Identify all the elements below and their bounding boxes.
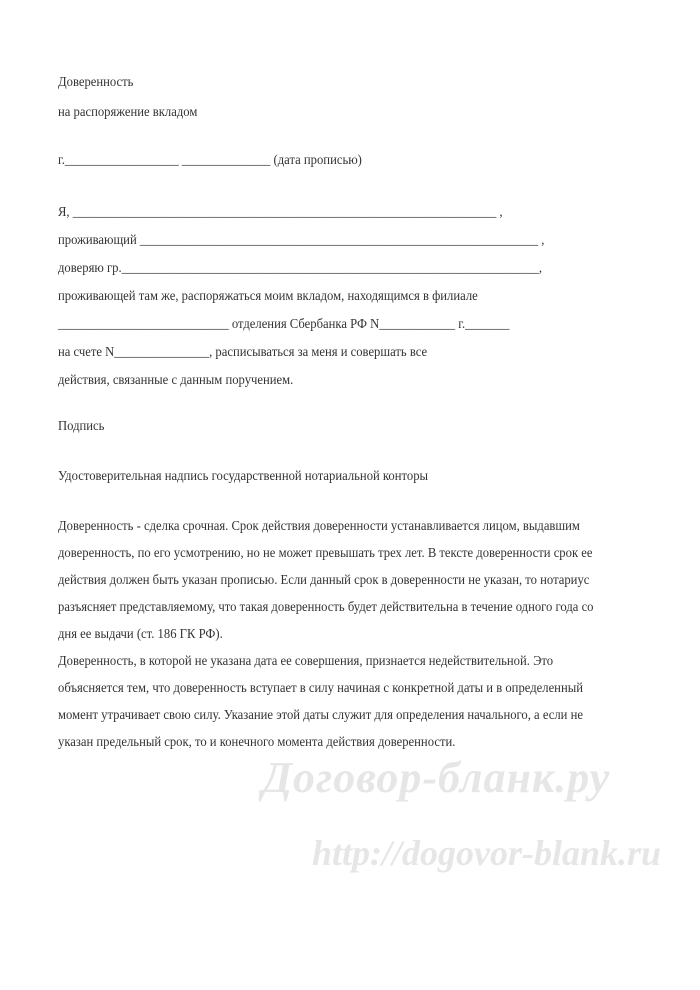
body-line: действия, связанные с данным поручением. (58, 372, 294, 387)
body-line: проживающий _______________________________________________________________ , (58, 232, 545, 247)
body-line: ___________________________ отделения Сбербанка РФ N____________ г._______ (58, 316, 510, 331)
note-line: момент утрачивает свою силу. Указание этой даты служит для определения начального, а если не (58, 707, 583, 722)
note-line: доверенность, по его усмотрению, но не может превышать трех лет. В тексте доверенности срок ее (58, 545, 593, 560)
signature-label: Подпись (58, 418, 105, 433)
date-line: г.__________________ ______________ (дата прописью) (58, 152, 362, 167)
document-title: Доверенность (58, 74, 134, 89)
watermark-brand: Договор-бланк.ру (262, 753, 611, 802)
note-line: Доверенность, в которой не указана дата ее совершения, признается недействительной. Это (58, 653, 554, 668)
document-subtitle: на распоряжение вкладом (58, 104, 198, 119)
note-line: дня ее выдачи (ст. 186 ГК РФ). (58, 626, 223, 641)
note-line: объясняется тем, что доверенность вступает в силу начиная с конкретной даты и в определенный (58, 680, 583, 695)
note-line: Доверенность - сделка срочная. Срок действия доверенности устанавливается лицом, выдавшим (58, 518, 580, 533)
notary-caption: Удостоверительная надпись государственной нотариальной конторы (58, 468, 429, 483)
note-line: разъясняет представляемому, что такая доверенность будет действительна в течение одного года со (58, 599, 594, 614)
watermark-url: http://dogovor-blank.ru (312, 833, 662, 873)
body-line: доверяю гр.__________________________________________________________________, (58, 260, 543, 275)
note-line: указан предельный срок, то и конечного момента действия доверенности. (58, 734, 456, 749)
body-line: проживающей там же, распоряжаться моим вкладом, находящимся в филиале (58, 288, 478, 303)
body-line: на счете N_______________, расписываться за меня и совершать все (58, 344, 428, 359)
note-line: действия должен быть указан прописью. Если данный срок в доверенности не указан, то нотариус (58, 572, 590, 587)
body-line: Я, ___________________________________________________________________ , (58, 204, 503, 219)
